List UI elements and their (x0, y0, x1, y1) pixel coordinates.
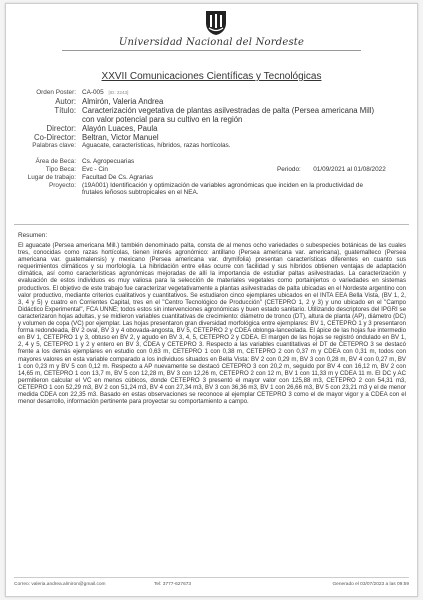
orden-poster-label: Orden Poster: (36, 89, 76, 96)
titulo-value: Caracterización vegetativa de plantas asilvestradas de palta (Persea americana Mill) con valor potencial para su cultivo en la región (82, 105, 375, 124)
director-row (6, 124, 417, 133)
resumen-paragraph: El aguacate (Persea americana Mill.) también denominado palta, consta de al menos ocho variedades o subespecies botánicas de las cuales tres, conocidas como razas hortícolas, tienen interés agronómico: antillano (Persea americana var. americana), guatemalteco (Persea americana var. guatemalensis) y mexicano (Persea americana var. drymifolia) presentan características diferentes en cuanto sus requerimientos climáticos y su morfología. La hibridación entre ellas ocurre con facilidad y sus híbridos obtienen ventajas de adaptación climática, así como características agronómicas mejoradas de allí la importancia de estudiar paltas asilvestradas. La caracterización y evaluación de estos individuos es muy valiosa para la selección de materiales vegetales como portainjertos o variedades en sistemas productivos. El objetivo de este trabajo fue caracterizar vegetativamente a plantas asilvestradas de palta ubicadas en el Nordeste argentino con valor productivo, mediante criterios cualitativos y cuantitativos. Se estudiaron cinco ejemplares ubicados en el INTA EEA Bella Vista, (BV 1, 2, 3, 4 y 5) y cuatro en Corrientes Capital, tres en el "Centro Tecnológico de Producción" (CETEPRO 1, 2 y 3) y uno ubicado en el "Campo Didáctico Experimental", FCA UNNE; todos estos sin intervenciones agronómicas y buen estado sanitario. Utilizando descriptores del IPGRI se caracterizaron hojas adultas, y se midieron variables cuantitativas de crecimiento: diámetro de tronco (DT), altura de planta (AP), diámetro (DC) y volumen de copa (VC) por ejemplar. Las hojas presentaron gran diversidad morfológica entre ejemplares: BV 1, CETEPRO 1 y 3 presentaron forma redondeada, BV 2 oval, BV 3 y 4 obovada-angosta, BV 5, CETEPRO 2 y CDEA oblonga-lanceolada. El ápice de las hojas fue intermedio en BV 1, CETEPRO 1 y 3, obtuso en BV 2, y agudo en BV 3, 4, 5, CETEPRO 2 y CDEA. El margen de las hojas se registró ondulado en BV 1, 2, 4 y 5, CETEPRO 1 y 2 y entero en BV 3, CDEA y CETEPRO 3. Respecto a las variables cuantitativas el DT de CETEPRO 3 se destacó frente a los demás ejemplares en estudio con 0,63 m, CETEPRO 1 con 0,38 m, CETEPRO 2 con 0,37 m y CDEA con 0,31 m, todos con mayores valores en esta variable comparado a los individuos situados en Bella Vista: BV 2 con 0,29 m, BV 3 con 0,28 m, BV 4 con 0,27 m, BV 1 con 0,23 m y BV 5 con 0,12 m. Respecto a AP nuevamente se destacó CETEPRO 3 con 20,2 m, seguido por BV 4 con 16,12 m, BV 2 con 14,65 m, CETEPRO 1 con 13,7 m, BV 5 con 12,28 m, BV 3 con 12,26 m, CETEPRO 2 con 12 m, BV 1 con 11,33 m y CDEA 11 m. El DC y AC permitieron calcular el VC en menos cúbicos, donde CETEPRO 3 presentó el mayor valor con 125,88 m3, CETEPRO 2 con 54,31 m3, CETEPRO 1 con 52,29 m3, BV 2 con 51,24 m3, BV 4 con 27,34 m3, BV 3 con 36,36 m3, BV 1 con 26,66 m3, BV 5 con 23,21 m3 y el de menor medida CDEA con 22,35 m3. Basado en estas observaciones se reconoce al ejemplar CETEPRO 3 como el de mayor vigor y a CDEA con el menor desarrollo, información pertinente para proyectar su comportamiento a campo. (18, 242, 406, 406)
tipo-beca-value: Evc - Cin (82, 166, 108, 174)
section-divider (14, 224, 409, 225)
lugar-trabajo-row (6, 174, 417, 182)
header-divider (62, 50, 361, 51)
area-beca-value: Cs. Agropecuarias (82, 158, 135, 166)
tipo-beca-row (6, 166, 417, 174)
orden-poster-id: [ID: 2243] (108, 90, 129, 95)
orden-poster-value: CA-005 (82, 89, 104, 96)
autor-value: Almirón, Valeria Andrea (82, 96, 164, 106)
footer-phone: Tel: 3777-627673 (154, 582, 192, 587)
resumen-body (18, 242, 406, 405)
proyecto-row (6, 182, 417, 197)
director-value: Alayón Luaces, Paula (82, 123, 158, 133)
periodo-label: Periodo: (277, 166, 301, 174)
codirector-value: Beltran, Victor Manuel (82, 132, 159, 142)
director-label: Director: (46, 123, 76, 133)
lugar-trabajo-value: Facultad De Cs. Agrarias (82, 173, 154, 181)
autor-label: Autor: (55, 96, 76, 106)
conference-title: XXVII Comunicaciones Científicas y Tecnológicas (101, 71, 322, 82)
autor-row (6, 97, 417, 106)
tipo-beca-label: Tipo Beca: (45, 166, 76, 174)
periodo-value: 01/09/2021 al 01/08/2022 (313, 166, 386, 174)
titulo-row (6, 106, 417, 124)
palabras-clave-label: Palabras clave: (32, 141, 76, 149)
resumen-label: Resumen: (18, 232, 48, 239)
palabras-clave-row (6, 142, 417, 150)
codirector-label: Co-Director: (33, 132, 76, 142)
area-beca-row (6, 158, 417, 166)
university-logo-icon (205, 10, 227, 36)
codirector-row (6, 133, 417, 142)
lugar-trabajo-label: Lugar de trabajo: (27, 173, 76, 181)
palabras-clave-value: Aguacate, características, híbridos, razas hortícolas. (82, 141, 231, 149)
university-name: Universidad Nacional del Nordeste (118, 37, 305, 48)
metadata-block (6, 89, 417, 197)
footer-divider (14, 577, 409, 578)
footer-generated: Generado el 03/07/2023 a las 09:59 (332, 582, 409, 587)
orden-poster-row (6, 89, 417, 97)
titulo-label: Título: (54, 105, 76, 115)
area-beca-label: Área de Beca: (35, 158, 76, 166)
proyecto-label: Proyecto: (49, 181, 76, 189)
periodo (277, 166, 386, 174)
document-page (5, 3, 418, 597)
proyecto-value: (19A001) Identificación y optimización de variables agronómicas que inciden en la productividad de frutales leñosos subtropicales en el NEA. (82, 181, 364, 197)
footer-email: Correo: valeria.andrea.almiron@gmail.com (14, 582, 106, 587)
